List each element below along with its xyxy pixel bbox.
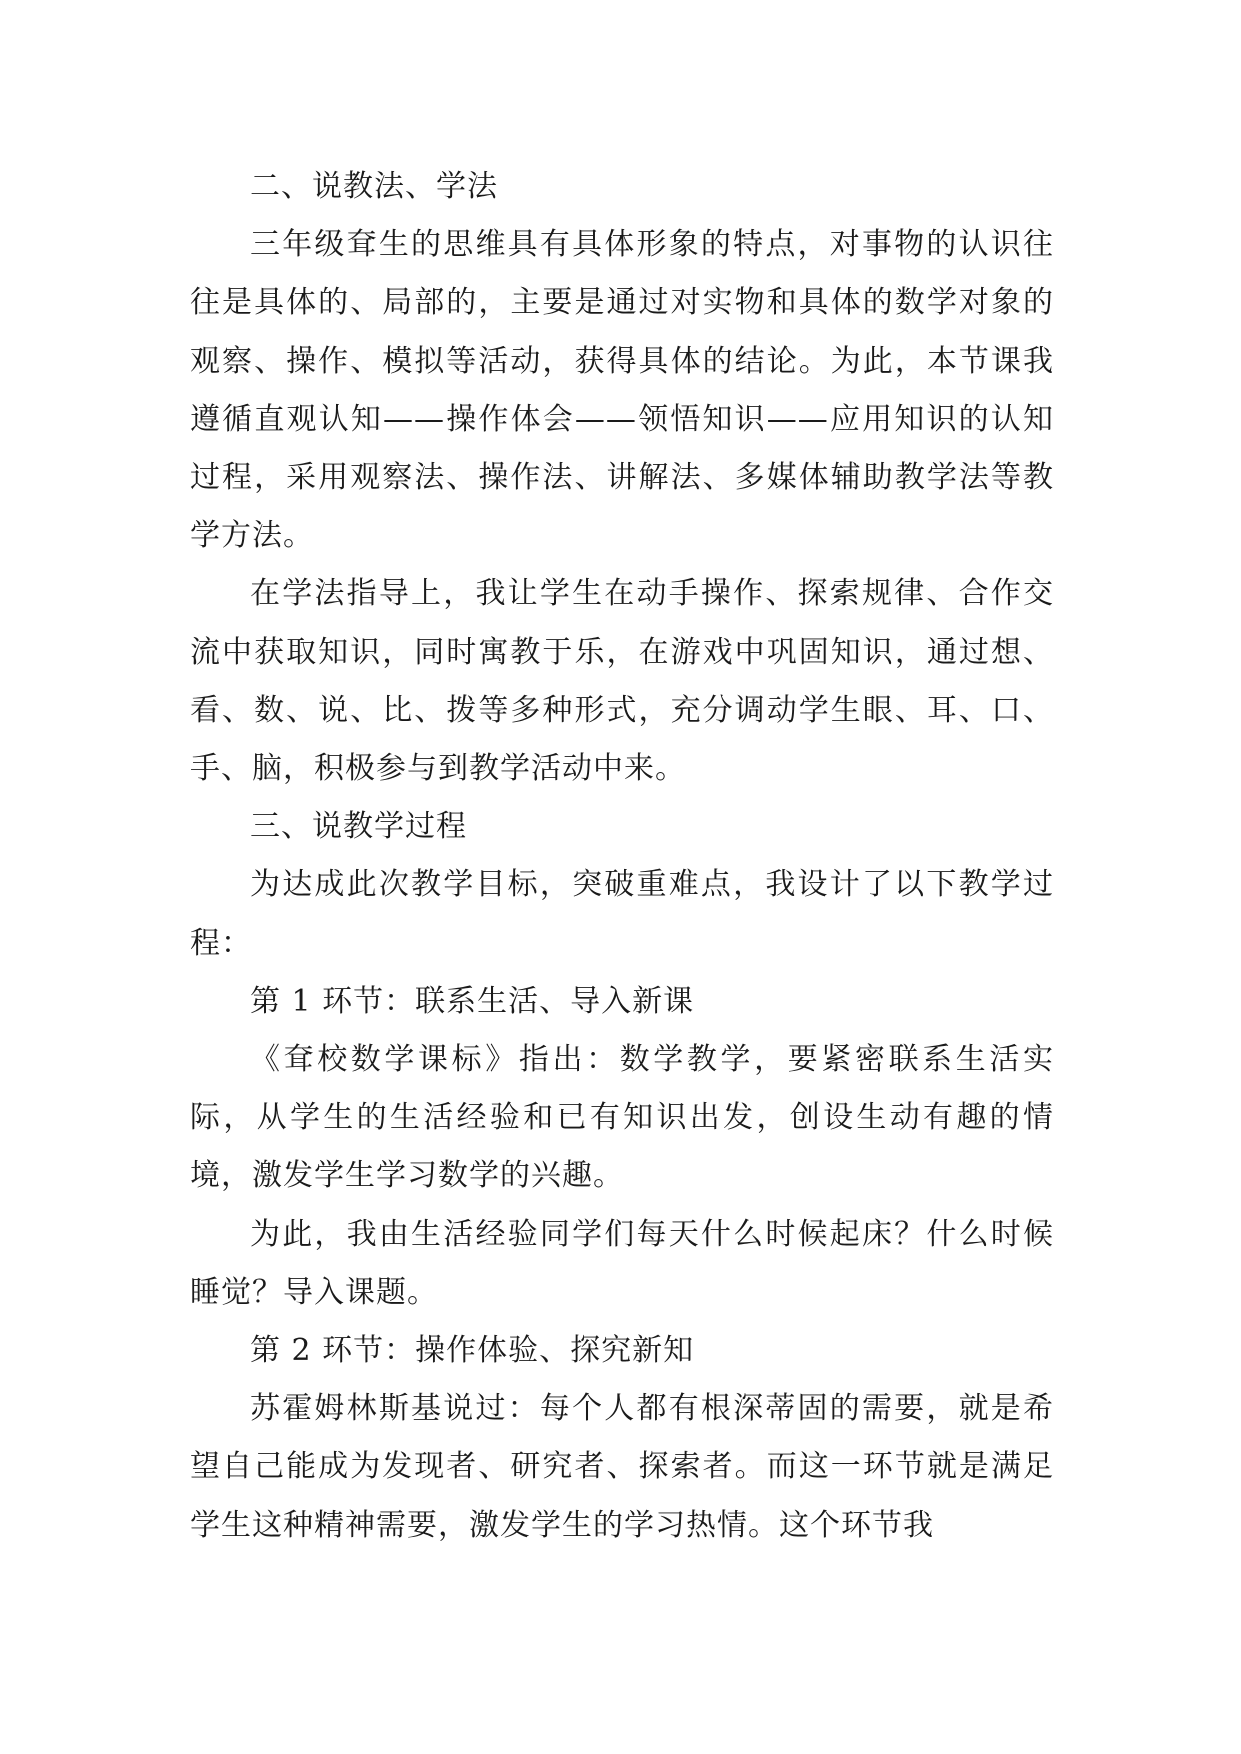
step1-heading: 第 1 环节：联系生活、导入新课: [250, 983, 695, 1019]
document-body: [190, 158, 1054, 1555]
paragraph-lesson-introduction: 为此，我由生活经验同学们每天什么时候起床？什么时候睡觉？导入课题。: [190, 1216, 1054, 1310]
paragraph-process-intro: 为达成此次教学目标，突破重难点，我设计了以下教学过程：: [190, 867, 1054, 961]
step2-heading: 第 2 环节：操作体验、探究新知: [250, 1333, 695, 1369]
section-heading-teaching-methods: 二、说教法、学法: [250, 169, 498, 204]
paragraph-sukhomlinsky-quote: 苏霍姆林斯基说过：每个人都有根深蒂固的需要，就是希望自己能成为发现者、研究者、探索者。而这一环节就是满足学生这种精神需要，激发学生的学习热情。这个环节我: [190, 1391, 1054, 1543]
paragraph-curriculum-standard: 《耷校数学课标》指出：数学教学，要紧密联系生活实际，从学生的生活经验和已有知识出发，创设生动有趣的情境，激发学生学习数学的兴趣。: [190, 1042, 1054, 1194]
section-heading-teaching-process: 三、说教学过程: [250, 809, 467, 845]
paragraph-learning-guidance: 在学法指导上，我让学生在动手操作、探索规律、合作交流中获取知识，同时寓教于乐，在游戏中巩固知识，通过想、看、数、说、比、拨等多种形式，充分调动学生眼、耳、口、手、脑，积极参与到教学活动中来。: [190, 576, 1054, 787]
paragraph-student-thinking: 三年级耷生的思维具有具体形象的特点，对事物的认识往往是具体的、局部的，主要是通过对实物和具体的数学对象的观察、操作、模拟等活动，获得具体的结论。为此，本节课我遵循直观认知——操作体会——领悟知识——应用知识的认知过程，采用观察法、操作法、讲解法、多媒体辅助教学法等教学方法。: [190, 227, 1054, 554]
